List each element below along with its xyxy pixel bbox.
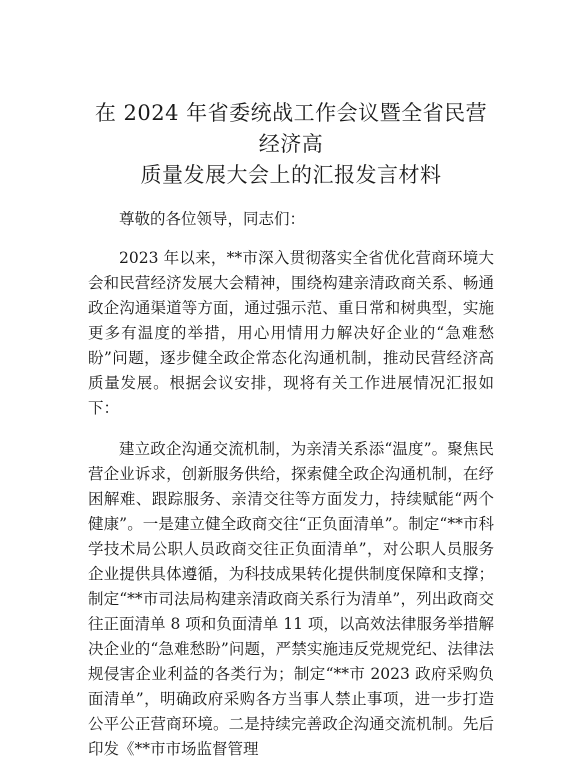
paragraph-2: 建立政企沟通交流机制，为亲清关系添“温度”。聚焦民营企业诉求，创新服务供给，探索健全政企沟通机制，在纾困解难、跟踪服务、亲清交往等方面发力，持续赋能“两个健康”。一是建立健全政商交往“正负面清单”。制定“**市科学技术局公职人员政商交往正负面清单”，对公职人员服务企业提供具体遵循，为科技成果转化提供制度保障和支撑；制定“**市司法局构建亲清政商关系行为清单”，列出政商交往正面清单 8 项和负面清单 11 项，以高效法律服务举措解决企业的“急难愁盼”问题，严禁实施违反党规党纪、法律法规侵害企业利益的各类行为；制定“**市 2023 政府采购负面清单”，明确政府采购各方当事人禁止事项，进一步打造公平公正营商环境。二是持续完善政企沟通交流机制。先后印发《**市市场监督管理: [88, 440, 494, 758]
title-line-2: 质量发展大会上的汇报发言材料: [140, 163, 442, 187]
paragraph-1: 2023 年以来，**市深入贯彻落实全省优化营商环境大会和民营经济发展大会精神，围绕构建亲清政商关系、畅通政企沟通渠道等方面，通过强示范、重日常和树典型，实施更多有温度的举措，用心用情用力解决好企业的“急难愁盼”问题，逐步健全政企常态化沟通机制，推动民营经济高质量发展。根据会议安排，现将有关工作进展情况汇报如下：: [88, 249, 494, 417]
title-line-1: 在 2024 年省委统战工作会议暨全省民营经济高: [94, 101, 488, 156]
greeting: 尊敬的各位领导，同志们：: [119, 210, 306, 228]
document-title: [88, 0, 494, 191]
